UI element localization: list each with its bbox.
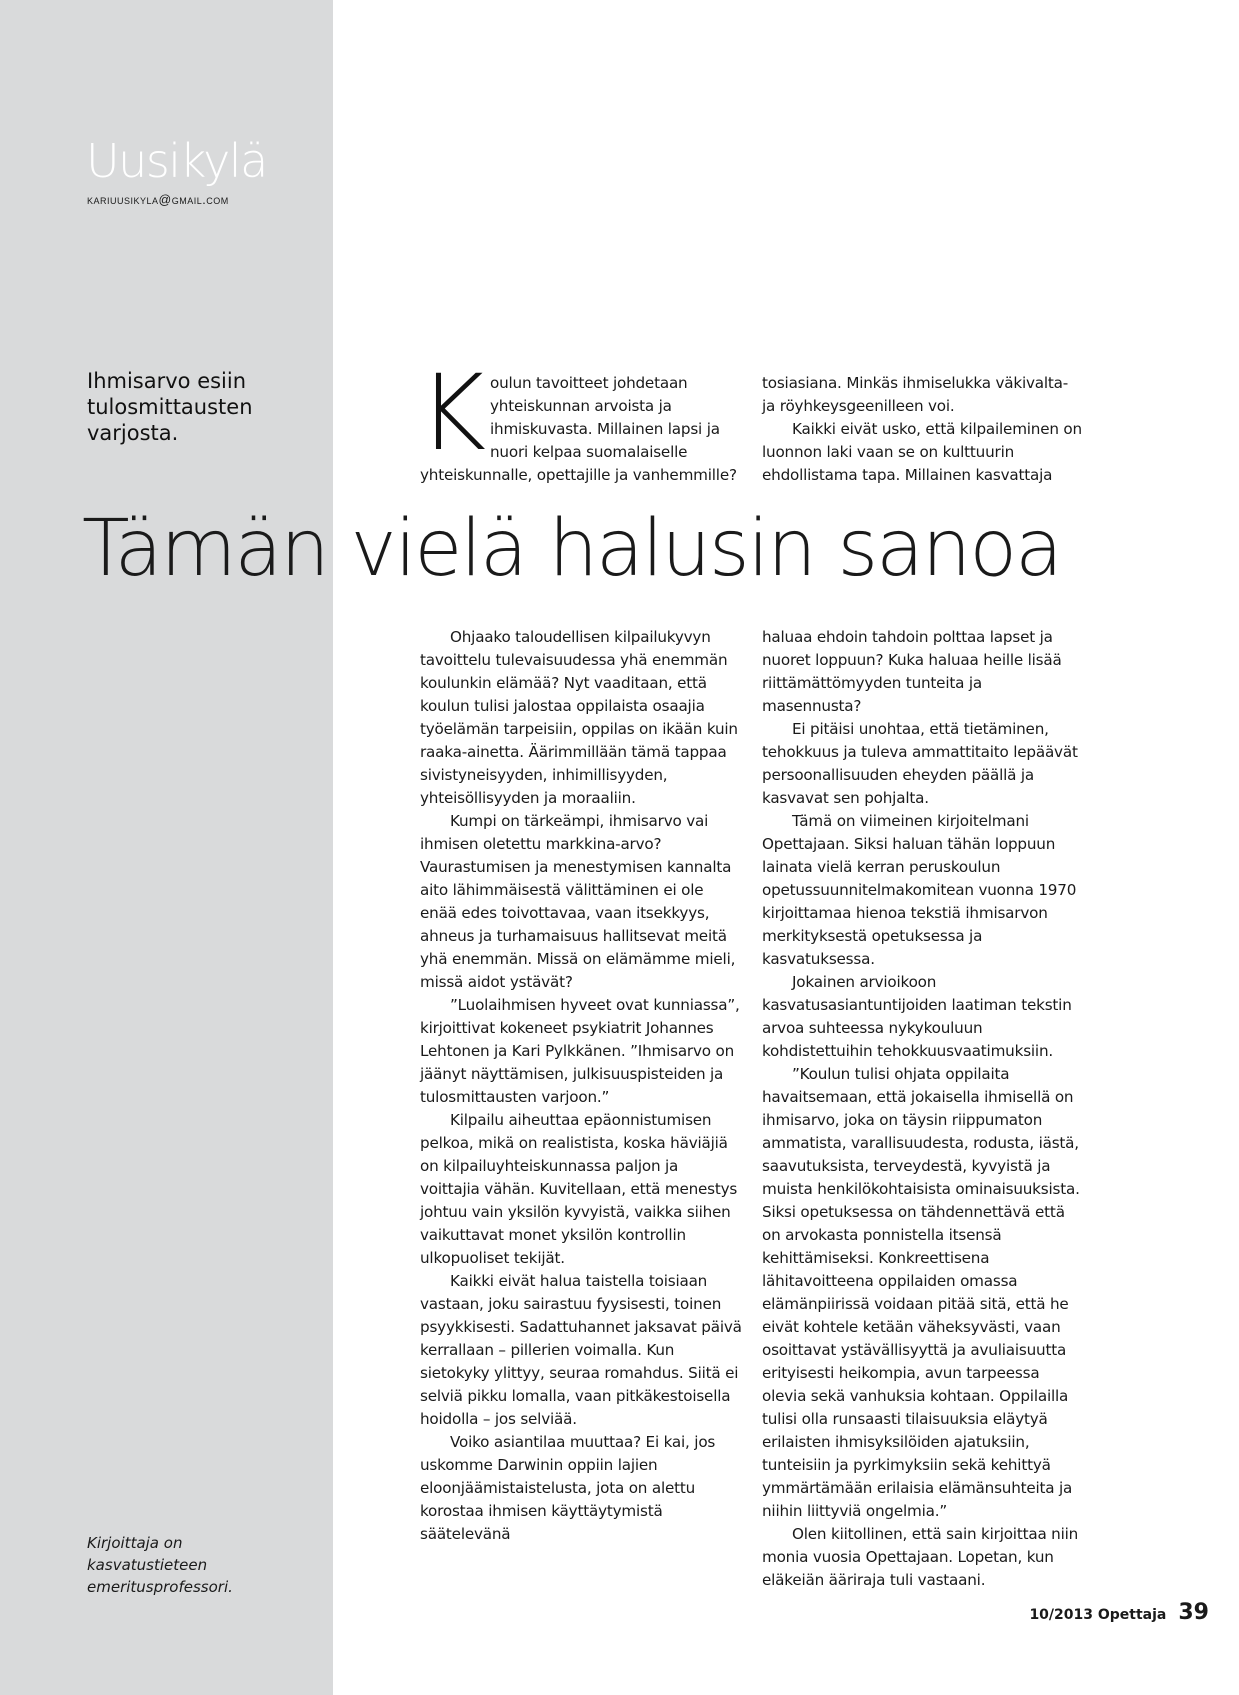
body-column-2 bbox=[762, 626, 1084, 1592]
body-paragraph: Kaikki eivät halua taistella toisiaan vastaan, joku sairastuu fyysisesti, toinen psyykkisesti. Sadattuhannet jaksavat päivä kerrallaan – pillerien voimalla. Kun sietokyky ylittyy, seuraa romahdus. Siitä ei selviä pikku lomalla, vaan pitkäkestoisella hoidolla – jos selviää. bbox=[420, 1272, 742, 1428]
body-paragraph: Olen kiitollinen, että sain kirjoittaa niin monia vuosia Opettajaan. Lopetan, kun eläkeiän ääriraja tuli vastaani. bbox=[762, 1525, 1079, 1589]
author-note: Kirjoittaja on kasvatustieteen emeritusprofessori. bbox=[87, 1534, 233, 1596]
author-name: Uusikylä bbox=[86, 134, 267, 188]
body-paragraph: Jokainen arvioikoon kasvatusasiantuntijoiden laatiman tekstin arvoa suhteessa nykykouluun kohdistettuihin tehokkuusvaatimuksiin. bbox=[762, 973, 1072, 1060]
intro-paragraph: tosiasiana. Minkäs ihmiselukka väkivalta- ja röyhkeysgeenilleen voi. bbox=[762, 374, 1069, 415]
body-paragraph: Voiko asiantilaa muuttaa? Ei kai, jos uskomme Darwinin oppiin lajien eloonjäämistaistelusta, jota on alettu korostaa ihmisen käyttäytymistä säätelevänä bbox=[420, 1433, 716, 1543]
body-paragraph: Kumpi on tärkeämpi, ihmisarvo vai ihmisen oletettu markkina-arvo? Vaurastumisen ja menestymisen kannalta aito lähimmäisestä välittäminen ei ole enää edes toivottavaa, vaan itsekkyys, ahneus ja turhamaisuus hallitsevat meitä yhä enemmän. Missä on elämämme mieli, missä aidot ystävät? bbox=[420, 812, 736, 991]
body-paragraph: Ei pitäisi unohtaa, että tietäminen, tehokkuus ja tuleva ammattitaito lepäävät persoonallisuuden eheyden päällä ja kasvavat sen pohjalta. bbox=[762, 720, 1078, 807]
body-paragraph: Ohjaako taloudellisen kilpailukyvyn tavoittelu tulevaisuudessa yhä enemmän koulunkin elämää? Nyt vaaditaan, että koulun tulisi jalostaa oppilaista osaajia työelämän tarpeisiin, oppilas on ikään kuin raaka-ainetta. Äärimmillään tämä tappaa sivistyneisyyden, inhimillisyyden, yhteisöllisyyden ja moraaliin. bbox=[420, 628, 738, 807]
drop-cap: K bbox=[418, 352, 486, 474]
article-headline: Tämän vielä halusin sanoa bbox=[82, 504, 1061, 594]
intro-column-2 bbox=[762, 372, 1082, 487]
body-paragraph: ”Luolaihmisen hyveet ovat kunniassa”, kirjoittivat kokeneet psykiatrit Johannes Lehtonen ja Kari Pylkkänen. ”Ihmisarvo on jäänyt näyttämisen, julkisuuspisteiden ja tulosmittausten varjoon.” bbox=[420, 996, 740, 1106]
issue-label: 10/2013 Opettaja bbox=[1029, 1607, 1167, 1623]
body-paragraph: haluaa ehdoin tahdoin polttaa lapset ja nuoret loppuun? Kuka haluaa heille lisää riittämättömyyden tunteita ja masennusta? bbox=[762, 628, 1062, 715]
intro-column-1 bbox=[418, 352, 740, 487]
body-column-1 bbox=[420, 626, 742, 1546]
page-footer bbox=[1029, 1600, 1209, 1625]
sidebar-panel bbox=[0, 0, 333, 1695]
page-number: 39 bbox=[1178, 1600, 1209, 1625]
body-paragraph: Tämä on viimeinen kirjoitelmani Opettajaan. Siksi haluan tähän loppuun lainata vielä kerran peruskoulun opetussuunnitelmakomitean vuonna 1970 kirjoittamaa hienoa tekstiä ihmisarvon merkityksestä opetuksessa ja kasvatuksessa. bbox=[762, 812, 1077, 968]
body-paragraph: Kilpailu aiheuttaa epäonnistumisen pelkoa, mikä on realistista, koska häviäjiä on kilpailuyhteiskunnassa paljon ja voittajia vähän. Kuvitellaan, että menestys johtuu vain yksilön kyvyistä, vaikka siihen vaikuttavat monet yksilön kontrollin ulkopuoliset tekijät. bbox=[420, 1111, 738, 1267]
intro-paragraph: oulun tavoitteet johdetaan yhteiskunnan arvoista ja ihmiskuvasta. Millainen lapsi ja nuori kelpaa suomalaiselle yhteiskunnalle, opettajille ja vanhemmille? bbox=[420, 374, 737, 484]
intro-paragraph: Kaikki eivät usko, että kilpaileminen on luonnon laki vaan se on kulttuurin ehdollistama tapa. Millainen kasvattaja bbox=[762, 420, 1082, 484]
body-paragraph: ”Koulun tulisi ohjata oppilaita havaitsemaan, että jokaisella ihmisellä on ihmisarvo, joka on täysin riippumaton ammatista, varallisuudesta, rodusta, iästä, saavutuksista, terveydestä, kyvyistä ja muista henkilökohtaisista ominaisuuksista. Siksi opetuksessa on tähdennettävä että on arvokasta ponnistella itsensä kehittämiseksi. Konkreettisena lähitavoitteena oppilaiden omassa elämänpiirissä voidaan pitää sitä, että he eivät kohtele ketään väheksyvästi, vaan osoittavat ystävällisyyttä ja avuliaisuutta erityisesti heikompia, avun tarpeessa olevia sekä vanhuksia kohtaan. Oppilailla tulisi olla runsaasti tilaisuuksia eläytyä erilaisten ihmisyksilöiden ajatuksiin, tunteisiin ja pyrkimyksiin sekä kehittyä ymmärtämään erilaisia elämänsuhteita ja niihin liittyviä ongelmia.” bbox=[762, 1065, 1080, 1520]
lead-text: Ihmisarvo esiin tulosmittausten varjosta. bbox=[87, 369, 253, 445]
author-email: kariuusikyla@gmail.com bbox=[87, 193, 229, 207]
